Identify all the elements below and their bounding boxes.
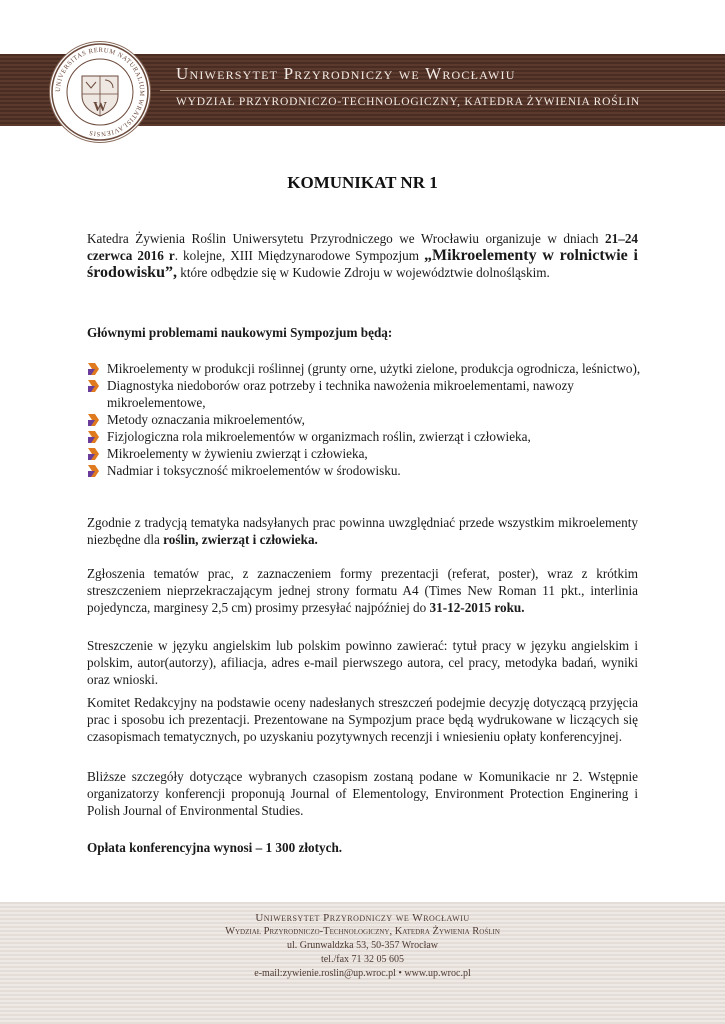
tradition-paragraph (87, 514, 638, 548)
list-item (87, 411, 647, 428)
bullet-arrow-icon (87, 465, 99, 477)
footer-faculty: Wydział Przyrodniczo-Technologiczny, Katedra Żywienia Roślin (225, 926, 500, 937)
bullet-arrow-icon (87, 414, 99, 426)
problems-heading: Głównymi problemami naukowymi Sympozjum będą: (87, 325, 393, 340)
list-item-text: Diagnostyka niedoborów oraz potrzeby i technika nawożenia mikroelementami, nawozy mikroelementowe, (107, 378, 574, 410)
university-name: Uniwersytet Przyrodniczy we Wrocławiu (176, 64, 516, 83)
list-item (87, 360, 647, 377)
list-item (87, 377, 647, 411)
list-item (87, 462, 647, 479)
submission-text: Zgłoszenia tematów prac, z zaznaczeniem formy prezentacji (referat, poster), wraz z krótkim streszczeniem nieprzekraczającym jednej strony formatu A4 (Times New Roman 11 pkt., interlinia pojedyncza, marginesy 2,5 cm) prosimy przesyłać najpóźniej do (87, 566, 638, 615)
tradition-text: Zgodnie z tradycją tematyka nadsyłanych prac powinna uwzględniać przede wszystkim mikroelementy niezbędne dla (87, 515, 638, 547)
footer-address: ul. Grunwaldzka 53, 50-357 Wrocław (286, 940, 439, 951)
list-item-text: Fizjologiczna rola mikroelementów w organizmach roślin, zwierząt i człowieka, (107, 429, 531, 444)
conference-fee: Opłata konferencyjna wynosi – 1 300 złotych. (87, 840, 343, 855)
footer-university: Uniwersytet Przyrodniczy we Wrocławiu (255, 912, 470, 924)
intro-paragraph (87, 230, 638, 281)
seal-icon (50, 42, 150, 142)
list-item-text: Nadmiar i toksyczność mikroelementów w środowisku. (107, 463, 401, 478)
submission-paragraph (87, 565, 638, 616)
symposium-name: „Mikroelementy w rolnictwie i środowisku”, (87, 247, 638, 281)
bullet-arrow-icon (87, 380, 99, 392)
intro-text-c: które odbędzie się w Kudowie Zdroju w województwie dolnośląskim. (176, 265, 550, 280)
faculty-name: WYDZIAŁ PRZYRODNICZO-TECHNOLOGICZNY, KATEDRA ŻYWIENIA ROŚLIN (176, 96, 640, 108)
symposium-dates: 21–24 czerwca 2016 r (87, 231, 638, 263)
list-item (87, 428, 647, 445)
footer-phone: tel./fax 71 32 05 605 (320, 954, 405, 965)
bullet-arrow-icon (87, 363, 99, 375)
journals-paragraph: Bliższe szczegóły dotyczące wybranych czasopism zostaną podane w Komunikacie nr 2. Wstępnie organizatorzy konferencji proponują Journal of Elementology, Environment Protection Enginering i Polish Journal of Environmental Studies. (87, 769, 638, 818)
problems-list (87, 360, 647, 479)
bullet-arrow-icon (87, 448, 99, 460)
submission-deadline: 31-12-2015 roku. (429, 600, 525, 615)
list-item (87, 445, 647, 462)
university-seal-logo (50, 42, 150, 142)
bullet-arrow-icon (87, 431, 99, 443)
intro-text-a: Katedra Żywienia Roślin Uniwersytetu Przyrodniczego we Wrocławiu organizuje w dniach (87, 231, 606, 246)
footer-band (0, 902, 725, 1024)
list-item-text: Metody oznaczania mikroelementów, (107, 412, 305, 427)
page-title: KOMUNIKAT NR 1 (287, 173, 438, 192)
svg-text:UNIVERSITAS RERUM NATURALIUM W: UNIVERSITAS RERUM NATURALIUM WRATISLAVIENSIS (54, 46, 146, 138)
svg-text:W: W (93, 100, 107, 115)
list-item-text: Mikroelementy w produkcji roślinnej (grunty orne, użytki zielone, produkcja ogrodnicza, leśnictwo), (107, 361, 641, 376)
committee-paragraph: Komitet Redakcyjny na podstawie oceny nadesłanych streszczeń podejmie decyzję dotyczącą przyjęcia prac i sposobu ich prezentacji. Prezentowane na Sympozjum prace będą wydrukowane w liczących się czasopismach tematycznych, po uzyskaniu pozytywnych recenzji i wniesieniu opłaty konferencyjnej. (87, 695, 638, 744)
intro-text-b: . kolejne, XIII Międzynarodowe Sympozjum (174, 248, 425, 263)
tradition-emphasis: roślin, zwierząt i człowieka. (163, 532, 318, 547)
footer-contact: e-mail:zywienie.roslin@up.wroc.pl • www.up.wroc.pl (254, 968, 471, 979)
list-item-text: Mikroelementy w żywieniu zwierząt i człowieka, (107, 446, 368, 461)
abstract-paragraph: Streszczenie w języku angielskim lub polskim powinno zawierać: tytuł pracy w języku angielskim i polskim, autor(autorzy), afiliacja, adres e-mail pierwszego autora, cel pracy, metodyka badań, wyniki oraz wnioski. (87, 638, 638, 687)
header-divider (160, 90, 725, 91)
